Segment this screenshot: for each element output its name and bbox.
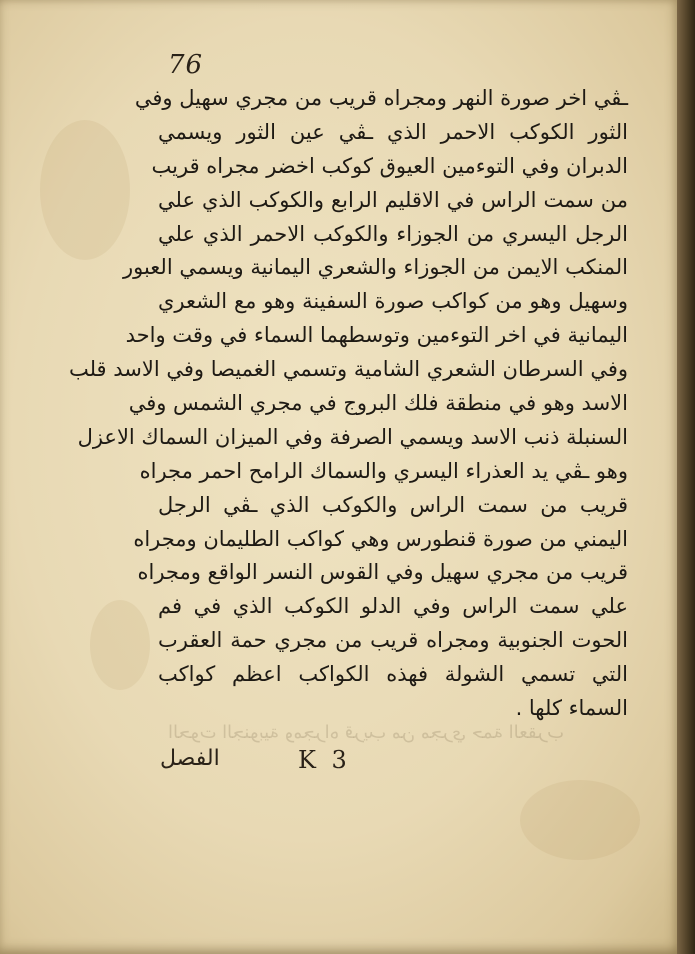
text-line: الرجل اليسري من الجوزاء والكوكب الاحمر الذي علي <box>158 221 628 246</box>
paper-stain <box>520 780 640 860</box>
catchword: الفصل <box>160 746 220 771</box>
bleed-through-text: الحوت الجنوبية ومجراه قريب من مجري حمة العقرب <box>168 722 564 743</box>
text-line: وفي السرطان الشعري الشامية وتسمي الغميصا وفي الاسد قلب <box>68 357 628 382</box>
text-line: الدبران وفي التوءمين العيوق كوكب اخضر مجراه قريب <box>151 153 628 178</box>
text-line: وسهيل وهو من كواكب صورة السفينة وهو مع الشعري <box>158 289 628 314</box>
paper-stain <box>40 120 130 260</box>
text-line: اليمني من صورة قنطورس وهي كواكب الطليمان ومجراه <box>133 526 628 551</box>
signature-mark: K 3 <box>298 746 351 774</box>
text-line: السماء كلها . <box>515 696 628 721</box>
paper-stain <box>90 600 150 690</box>
text-line: المنكب الايمن من الجوزاء والشعري اليمانية ويسمي العبور <box>122 255 628 280</box>
text-line: وهو ـڤي يد العذراء اليسري والسماك الرامح احمر مجراه <box>139 458 628 483</box>
arabic-text-block <box>68 82 628 726</box>
text-line: اليمانية في اخر التوءمين وتوسطهما السماء في وقت واحد <box>125 323 628 348</box>
text-line: من سمت الراس في الاقليم الرابع والكوكب الذي علي <box>158 187 628 212</box>
text-line: قريب من سمت الراس والكوكب الذي ـڤي الرجل <box>158 492 628 517</box>
text-line: الحوت الجنوبية ومجراه قريب من مجري حمة العقرب <box>158 628 628 653</box>
text-line: التي تسمي الشولة فهذه الكواكب اعظم كواكب <box>158 662 628 687</box>
text-line: علي سمت الراس وفي الدلو الكوكب الذي في فم <box>158 594 628 619</box>
page-number: 76 <box>168 50 204 80</box>
text-line: السنبلة ذنب الاسد ويسمي الصرفة وفي الميزان السماك الاعزل <box>77 424 628 449</box>
text-line: الثور الكوكب الاحمر الذي ـڤي عين الثور ويسمي <box>158 119 628 144</box>
text-line: الاسد وهو في منطقة فلك البروج في مجري الشمس وفي <box>128 391 628 416</box>
text-line: قريب من مجري سهيل وفي القوس النسر الواقع ومجراه <box>137 560 628 585</box>
book-edge <box>677 0 695 954</box>
text-line: ـڤي اخر صورة النهر ومجراه قريب من مجري سهيل وفي <box>134 86 628 110</box>
